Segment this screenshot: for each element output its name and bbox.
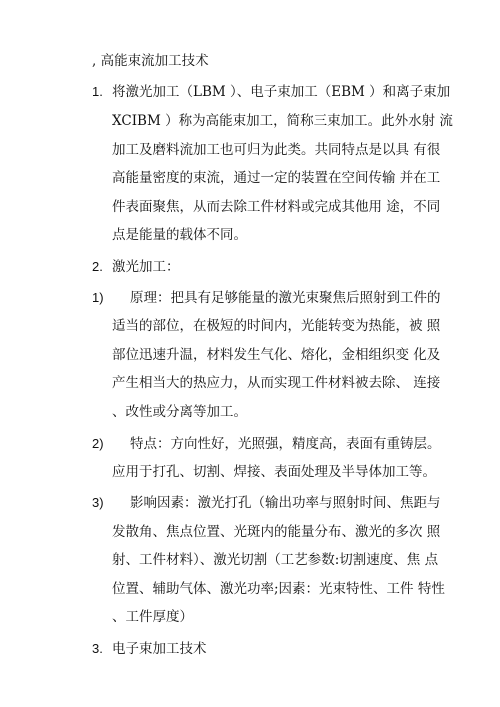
section-3-number: 3. <box>92 641 103 656</box>
section-1-line-1: 将激光加工（LBM ）、电子束加工（EBM ）和离子束加 <box>112 84 451 100</box>
item-1-line-2: 适当的部位，在极短的时间内，光能转变为热能，被 照 <box>112 318 441 334</box>
item-2-number: 2) <box>92 436 104 451</box>
item-1-line-4: 产生相当大的热应力，从而实现工件材料被去除、 连接 <box>112 375 441 391</box>
item-1-line-1: 原理：把具有足够能量的激光束聚焦后照射到工件的 <box>130 290 441 306</box>
section-1-line-3: 加工及磨料流加工也可归为此类。共同特点是以具 有很 <box>112 142 441 158</box>
item-3-line-5: 、工件厚度） <box>112 609 193 625</box>
item-1-line-5: 、改性或分离等加工。 <box>112 404 247 420</box>
section-1-line-6: 点是能量的载体不同。 <box>112 227 247 243</box>
item-3-line-4: 位置、辅助气体、激光功率;因素：光束特性、工件 特性 <box>112 581 445 597</box>
item-2-line-2: 应用于打孔、切割、焊接、表面处理及半导体加工等。 <box>112 464 436 480</box>
section-1-line-4: 高能量密度的束流，通过一定的装置在空间传输 并在工 <box>112 170 441 186</box>
item-3-line-3: 射、工件材料）、激光切割（工艺参数:切割速度、焦 点 <box>112 552 439 568</box>
item-1-line-3: 部位迅速升温，材料发生气化、熔化，金相组织变 化及 <box>112 347 441 363</box>
section-1-number: 1. <box>92 84 103 99</box>
item-3-line-1: 影响因素：激光打孔（输出功率与照射时间、焦距与 <box>130 495 441 511</box>
item-1-number: 1) <box>92 290 104 305</box>
item-3-line-2: 发散角、焦点位置、光斑内的能量分布、激光的多次 照 <box>112 524 441 540</box>
item-2-line-1: 特点：方向性好，光照强，精度高，表面有重铸层。 <box>130 436 441 452</box>
document-title: , 高能束流加工技术 <box>92 53 209 69</box>
section-1-line-5: 件表面聚焦，从而去除工件材料或完成其他用 途，不同 <box>112 199 441 215</box>
section-1-line-2: XCIBM ）称为高能束加工，简称三束加工。此外水射 流 <box>112 113 453 129</box>
section-3-heading: 电子束加工技术 <box>112 641 207 657</box>
section-2-heading: 激光加工： <box>112 259 180 275</box>
item-3-number: 3) <box>92 495 104 510</box>
section-2-number: 2. <box>92 259 103 274</box>
